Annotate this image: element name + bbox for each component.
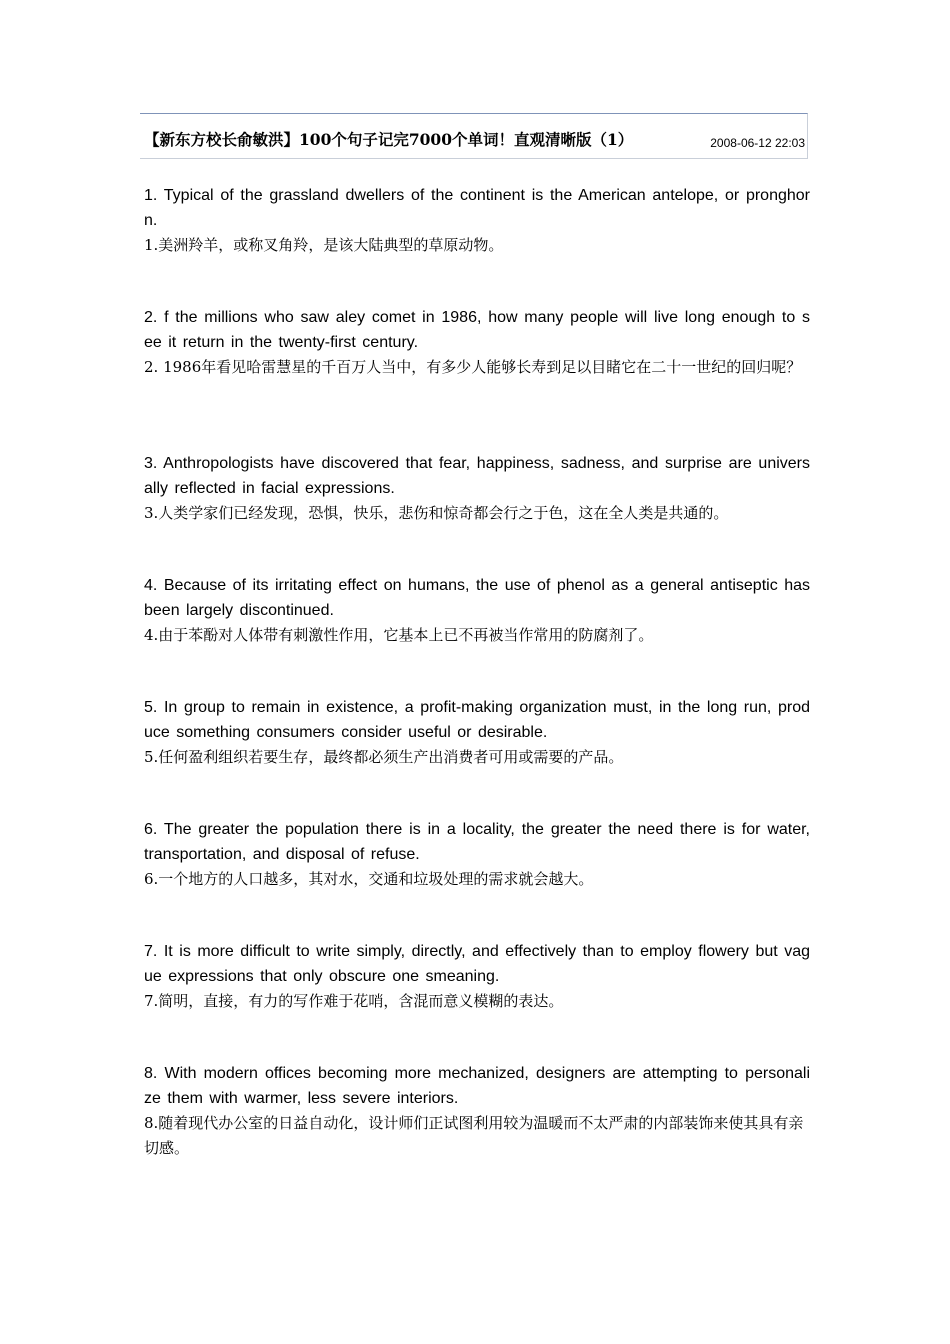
chinese-translation: 2. 1986年看见哈雷慧星的千百万人当中，有多少人能够长寿到足以目睹它在二十一世纪的回归呢？ <box>144 358 802 376</box>
sentence-entry-7 <box>144 939 810 1014</box>
sentence-entry-8 <box>144 1061 810 1161</box>
english-sentence: 1. Typical of the grassland dwellers of the continent is the American antelope, or pronghorn. <box>144 187 810 229</box>
chinese-translation: 6.一个地方的人口越多，其对水，交通和垃圾处理的需求就会越大。 <box>144 870 594 888</box>
english-sentence: 5. In group to remain in existence, a profit-making organization must, in the long run, produce something consumers consider useful or desirable. <box>144 699 810 741</box>
article-header <box>140 113 808 159</box>
english-sentence: 6. The greater the population there is in a locality, the greater the need there is for water, transportation, and disposal of refuse. <box>144 821 810 863</box>
sentence-entry-1 <box>144 183 810 258</box>
chinese-translation: 1.美洲羚羊，或称叉角羚，是该大陆典型的草原动物。 <box>144 236 504 254</box>
sentence-entry-3 <box>144 451 810 526</box>
sentence-entry-4 <box>144 573 810 648</box>
sentence-entry-2 <box>144 305 810 380</box>
english-sentence: 7. It is more difficult to write simply, directly, and effectively than to employ flowery but vague expressions that only obscure one smeaning. <box>144 943 810 985</box>
english-sentence: 2. f the millions who saw aley comet in 1986, how many people will live long enough to see it return in the twenty-first century. <box>144 309 810 351</box>
chinese-translation: 5.任何盈利组织若要生存，最终都必须生产出消费者可用或需要的产品。 <box>144 748 624 766</box>
chinese-translation: 4.由于苯酚对人体带有刺激性作用，它基本上已不再被当作常用的防腐剂了。 <box>144 626 654 644</box>
english-sentence: 8. With modern offices becoming more mechanized, designers are attempting to personalize them with warmer, less severe interiors. <box>144 1065 810 1107</box>
chinese-translation: 8.随着现代办公室的日益自动化，设计师们正试图利用较为温暖而不太严肃的内部装饰来使其具有亲切感。 <box>144 1114 804 1157</box>
chinese-translation: 7.简明，直接，有力的写作难于花哨，含混而意义模糊的表达。 <box>144 992 564 1010</box>
article-date: 2008-06-12 22:03 <box>710 136 805 150</box>
english-sentence: 4. Because of its irritating effect on humans, the use of phenol as a general antiseptic has been largely discontinued. <box>144 577 810 619</box>
sentence-entry-5 <box>144 695 810 770</box>
article-title: 【新东方校长俞敏洪】100个句子记完7000个单词！直观清晰版（1） <box>144 130 634 149</box>
chinese-translation: 3.人类学家们已经发现，恐惧，快乐，悲伤和惊奇都会行之于色，这在全人类是共通的。 <box>144 504 729 522</box>
english-sentence: 3. Anthropologists have discovered that fear, happiness, sadness, and surprise are universally reflected in facial expressions. <box>144 455 810 497</box>
sentence-entry-6 <box>144 817 810 892</box>
